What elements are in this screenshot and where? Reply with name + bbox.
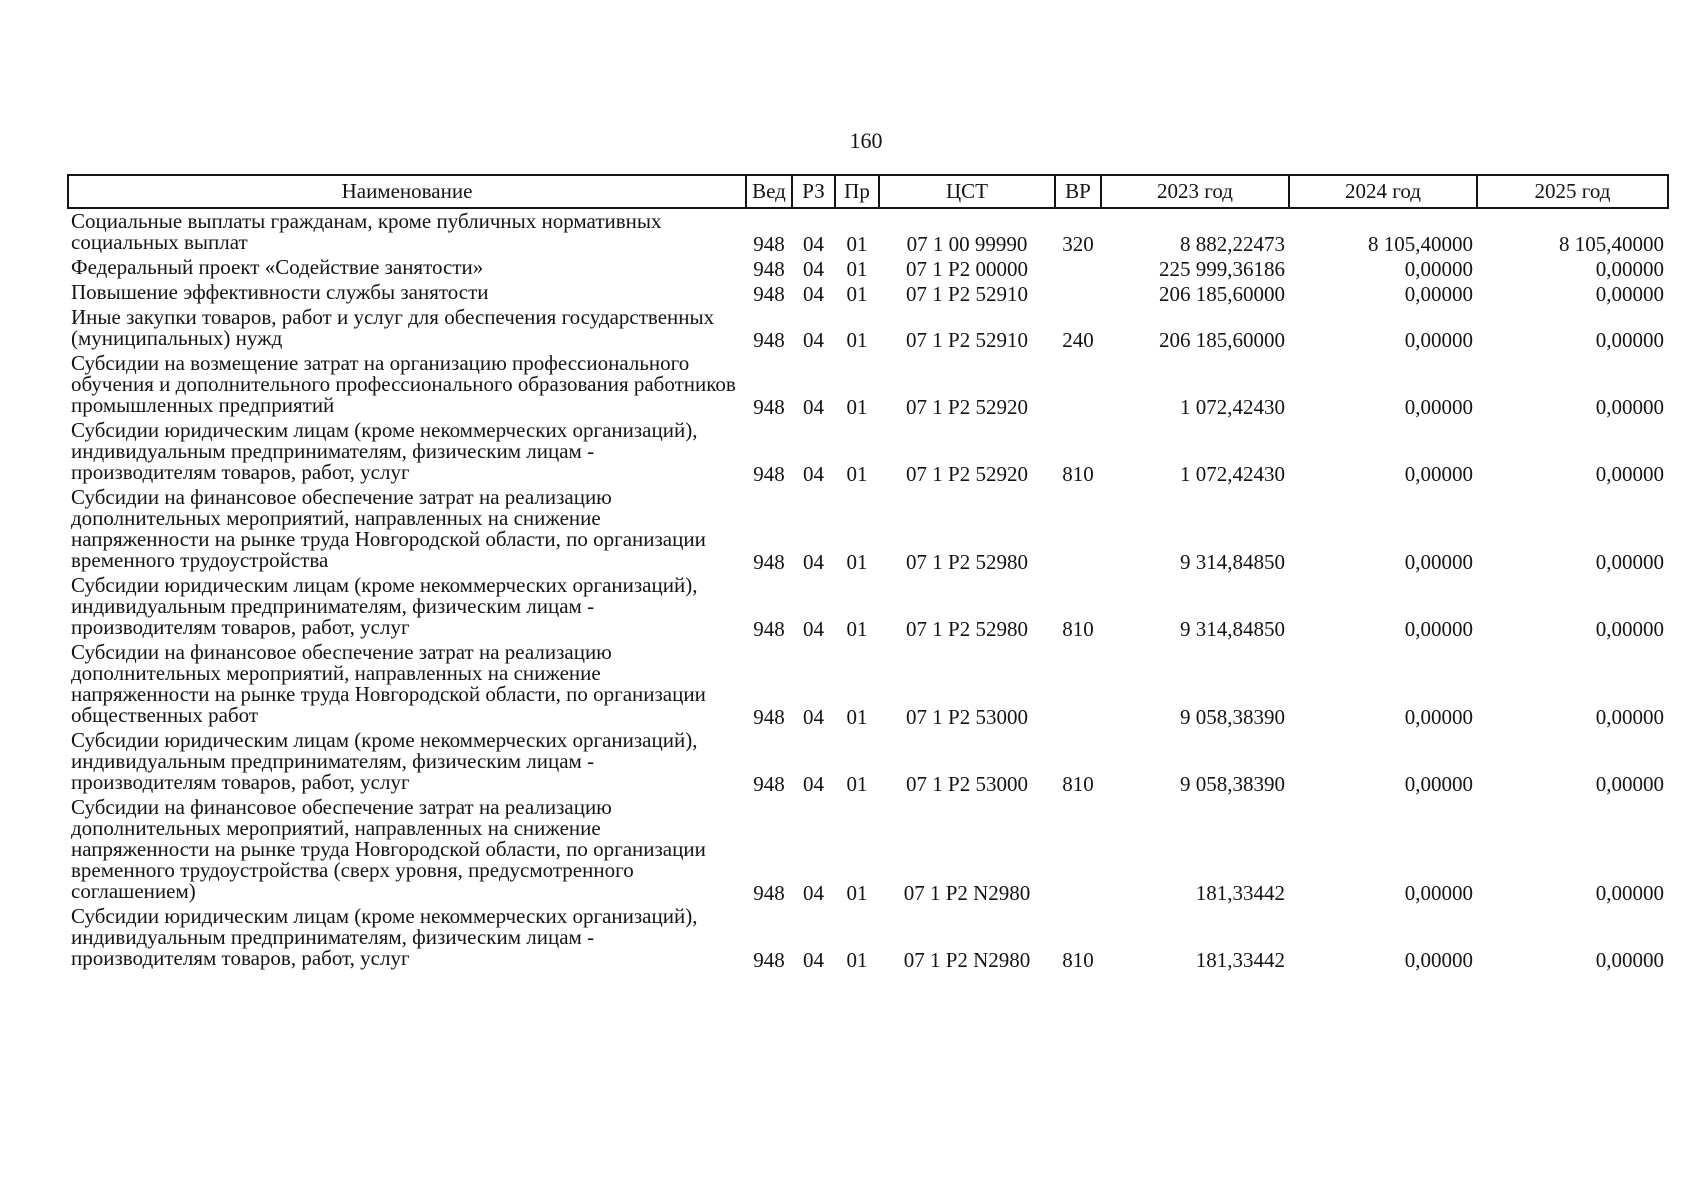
cell-name: Субсидии юридическим лицам (кроме некоммерческих организаций), индивидуальным предпринимателям, физическим лицам - производителям товаров, работ, услуг bbox=[71, 728, 698, 794]
cell-name: Субсидии юридическим лицам (кроме некоммерческих организаций), индивидуальным предпринимателям, физическим лицам - производителям товаров, работ, услуг bbox=[71, 418, 698, 484]
cell-2025: 0,00000 bbox=[1595, 705, 1664, 729]
cell-2024: 0,00000 bbox=[1404, 395, 1473, 419]
cell-cst: 07 1 Р2 N2980 bbox=[903, 948, 1031, 972]
cell-2023: 9 058,38390 bbox=[1180, 705, 1285, 729]
cell-2023: 9 314,84850 bbox=[1180, 550, 1285, 574]
cell-pr: 01 bbox=[846, 232, 868, 256]
cell-cst: 07 1 Р2 52910 bbox=[906, 328, 1028, 352]
table-row bbox=[68, 904, 1668, 971]
cell-2025: 0,00000 bbox=[1595, 462, 1664, 486]
cell-rz: 04 bbox=[803, 462, 824, 486]
header-pr: Пр bbox=[835, 175, 879, 208]
cell-2024: 0,00000 bbox=[1404, 550, 1473, 574]
cell-2024: 0,00000 bbox=[1404, 705, 1473, 729]
cell-2023: 206 185,60000 bbox=[1159, 328, 1285, 352]
cell-2025: 0,00000 bbox=[1595, 948, 1664, 972]
cell-2024: 0,00000 bbox=[1404, 257, 1473, 281]
cell-pr: 01 bbox=[846, 550, 868, 574]
budget-table bbox=[67, 174, 1669, 971]
cell-pr: 01 bbox=[846, 617, 868, 641]
cell-pr: 01 bbox=[846, 881, 868, 905]
cell-name: Субсидии на финансовое обеспечение затрат на реализацию дополнительных мероприятий, направленных на снижение напряженности на рынке труда Новгородской области, по организации временного трудоустройства bbox=[71, 485, 706, 572]
cell-rz: 04 bbox=[803, 617, 824, 641]
cell-2023: 1 072,42430 bbox=[1180, 462, 1285, 486]
cell-pr: 01 bbox=[846, 772, 868, 796]
table-row bbox=[68, 640, 1668, 728]
cell-name: Субсидии юридическим лицам (кроме некоммерческих организаций), индивидуальным предпринимателям, физическим лицам - производителям товаров, работ, услуг bbox=[71, 573, 698, 639]
cell-cst: 07 1 Р2 52980 bbox=[906, 617, 1028, 641]
cell-pr: 01 bbox=[846, 395, 868, 419]
cell-2024: 0,00000 bbox=[1404, 328, 1473, 352]
header-2024: 2024 год bbox=[1289, 175, 1477, 208]
cell-ved: 948 bbox=[753, 617, 785, 641]
cell-2023: 1 072,42430 bbox=[1180, 395, 1285, 419]
cell-vr: 810 bbox=[1062, 948, 1094, 972]
header-2023: 2023 год bbox=[1101, 175, 1289, 208]
table-header bbox=[68, 175, 1668, 208]
table-row bbox=[68, 208, 1668, 255]
cell-name: Федеральный проект «Содействие занятости» bbox=[71, 255, 484, 279]
cell-rz: 04 bbox=[803, 282, 824, 306]
table-row bbox=[68, 351, 1668, 418]
cell-ved: 948 bbox=[753, 328, 785, 352]
cell-pr: 01 bbox=[846, 705, 868, 729]
header-rz: РЗ bbox=[792, 175, 835, 208]
cell-cst: 07 1 00 99990 bbox=[906, 232, 1028, 256]
table-row bbox=[68, 255, 1668, 280]
cell-2024: 0,00000 bbox=[1404, 772, 1473, 796]
cell-2025: 8 105,40000 bbox=[1559, 232, 1664, 256]
cell-2024: 0,00000 bbox=[1404, 948, 1473, 972]
cell-ved: 948 bbox=[753, 395, 785, 419]
cell-2024: 0,00000 bbox=[1404, 282, 1473, 306]
cell-rz: 04 bbox=[803, 705, 824, 729]
cell-pr: 01 bbox=[846, 257, 868, 281]
cell-cst: 07 1 Р2 N2980 bbox=[903, 881, 1031, 905]
header-name: Наименование bbox=[68, 175, 746, 208]
cell-pr: 01 bbox=[846, 462, 868, 486]
cell-2023: 206 185,60000 bbox=[1159, 282, 1285, 306]
table-row bbox=[68, 795, 1668, 904]
cell-cst: 07 1 Р2 52980 bbox=[906, 550, 1028, 574]
cell-cst: 07 1 Р2 52920 bbox=[906, 462, 1028, 486]
cell-2025: 0,00000 bbox=[1595, 257, 1664, 281]
table-row bbox=[68, 418, 1668, 485]
cell-name: Иные закупки товаров, работ и услуг для обеспечения государственных (муниципальных) нужд bbox=[71, 305, 715, 350]
cell-rz: 04 bbox=[803, 395, 824, 419]
cell-2023: 9 314,84850 bbox=[1180, 617, 1285, 641]
cell-vr bbox=[1055, 280, 1101, 305]
cell-name: Повышение эффективности службы занятости bbox=[71, 280, 489, 304]
table-row bbox=[68, 485, 1668, 573]
cell-cst: 07 1 Р2 53000 bbox=[906, 772, 1028, 796]
cell-rz: 04 bbox=[803, 328, 824, 352]
cell-cst: 07 1 Р2 52920 bbox=[906, 395, 1028, 419]
table-row bbox=[68, 573, 1668, 640]
cell-pr: 01 bbox=[846, 328, 868, 352]
cell-2025: 0,00000 bbox=[1595, 395, 1664, 419]
cell-rz: 04 bbox=[803, 881, 824, 905]
cell-2023: 8 882,22473 bbox=[1180, 232, 1285, 256]
cell-vr bbox=[1055, 351, 1101, 418]
cell-2024: 0,00000 bbox=[1404, 617, 1473, 641]
cell-2023: 181,33442 bbox=[1195, 948, 1285, 972]
cell-vr: 810 bbox=[1062, 772, 1094, 796]
cell-vr: 810 bbox=[1062, 462, 1094, 486]
cell-2023: 225 999,36186 bbox=[1159, 257, 1285, 281]
cell-name: Субсидии на финансовое обеспечение затрат на реализацию дополнительных мероприятий, направленных на снижение напряженности на рынке труда Новгородской области, по организации общественных работ bbox=[71, 640, 706, 727]
cell-2025: 0,00000 bbox=[1595, 617, 1664, 641]
cell-rz: 04 bbox=[803, 232, 824, 256]
cell-name: Социальные выплаты гражданам, кроме публичных нормативных социальных выплат bbox=[71, 209, 662, 254]
cell-ved: 948 bbox=[753, 948, 785, 972]
cell-vr bbox=[1055, 485, 1101, 573]
cell-ved: 948 bbox=[753, 462, 785, 486]
cell-2023: 181,33442 bbox=[1195, 881, 1285, 905]
cell-2024: 8 105,40000 bbox=[1368, 232, 1473, 256]
cell-ved: 948 bbox=[753, 881, 785, 905]
cell-2024: 0,00000 bbox=[1404, 881, 1473, 905]
cell-name: Субсидии на возмещение затрат на организацию профессионального обучения и дополнительного профессионального образования работников промышленных предприятий bbox=[71, 351, 736, 417]
cell-pr: 01 bbox=[846, 282, 868, 306]
table-row bbox=[68, 305, 1668, 351]
cell-vr: 320 bbox=[1062, 232, 1094, 256]
cell-name: Субсидии на финансовое обеспечение затрат на реализацию дополнительных мероприятий, направленных на снижение напряженности на рынке труда Новгородской области, по организации временного трудоустройства (сверх уровня, предусмотренного соглашением) bbox=[71, 795, 706, 903]
header-cst: ЦСТ bbox=[879, 175, 1055, 208]
header-vr: ВР bbox=[1055, 175, 1101, 208]
cell-2025: 0,00000 bbox=[1595, 282, 1664, 306]
cell-vr bbox=[1055, 640, 1101, 728]
header-2025: 2025 год bbox=[1477, 175, 1668, 208]
cell-rz: 04 bbox=[803, 948, 824, 972]
cell-ved: 948 bbox=[753, 282, 785, 306]
page-number: 160 bbox=[849, 128, 883, 153]
cell-rz: 04 bbox=[803, 550, 824, 574]
cell-vr bbox=[1055, 795, 1101, 904]
cell-2025: 0,00000 bbox=[1595, 772, 1664, 796]
cell-name: Субсидии юридическим лицам (кроме некоммерческих организаций), индивидуальным предпринимателям, физическим лицам - производителям товаров, работ, услуг bbox=[71, 904, 698, 970]
cell-pr: 01 bbox=[846, 948, 868, 972]
cell-ved: 948 bbox=[753, 550, 785, 574]
table-body bbox=[68, 208, 1668, 971]
cell-ved: 948 bbox=[753, 257, 785, 281]
cell-ved: 948 bbox=[753, 705, 785, 729]
cell-rz: 04 bbox=[803, 257, 824, 281]
cell-2023: 9 058,38390 bbox=[1180, 772, 1285, 796]
table-row bbox=[68, 728, 1668, 795]
cell-2025: 0,00000 bbox=[1595, 550, 1664, 574]
cell-cst: 07 1 Р2 53000 bbox=[906, 705, 1028, 729]
cell-vr bbox=[1055, 255, 1101, 280]
cell-vr: 240 bbox=[1062, 328, 1094, 352]
header-ved: Вед bbox=[746, 175, 792, 208]
cell-rz: 04 bbox=[803, 772, 824, 796]
table-row bbox=[68, 280, 1668, 305]
cell-2025: 0,00000 bbox=[1595, 328, 1664, 352]
cell-cst: 07 1 Р2 52910 bbox=[906, 282, 1028, 306]
cell-2025: 0,00000 bbox=[1595, 881, 1664, 905]
header-row bbox=[68, 175, 1668, 208]
cell-cst: 07 1 Р2 00000 bbox=[906, 257, 1028, 281]
cell-vr: 810 bbox=[1062, 617, 1094, 641]
cell-2024: 0,00000 bbox=[1404, 462, 1473, 486]
cell-ved: 948 bbox=[753, 772, 785, 796]
cell-ved: 948 bbox=[753, 232, 785, 256]
